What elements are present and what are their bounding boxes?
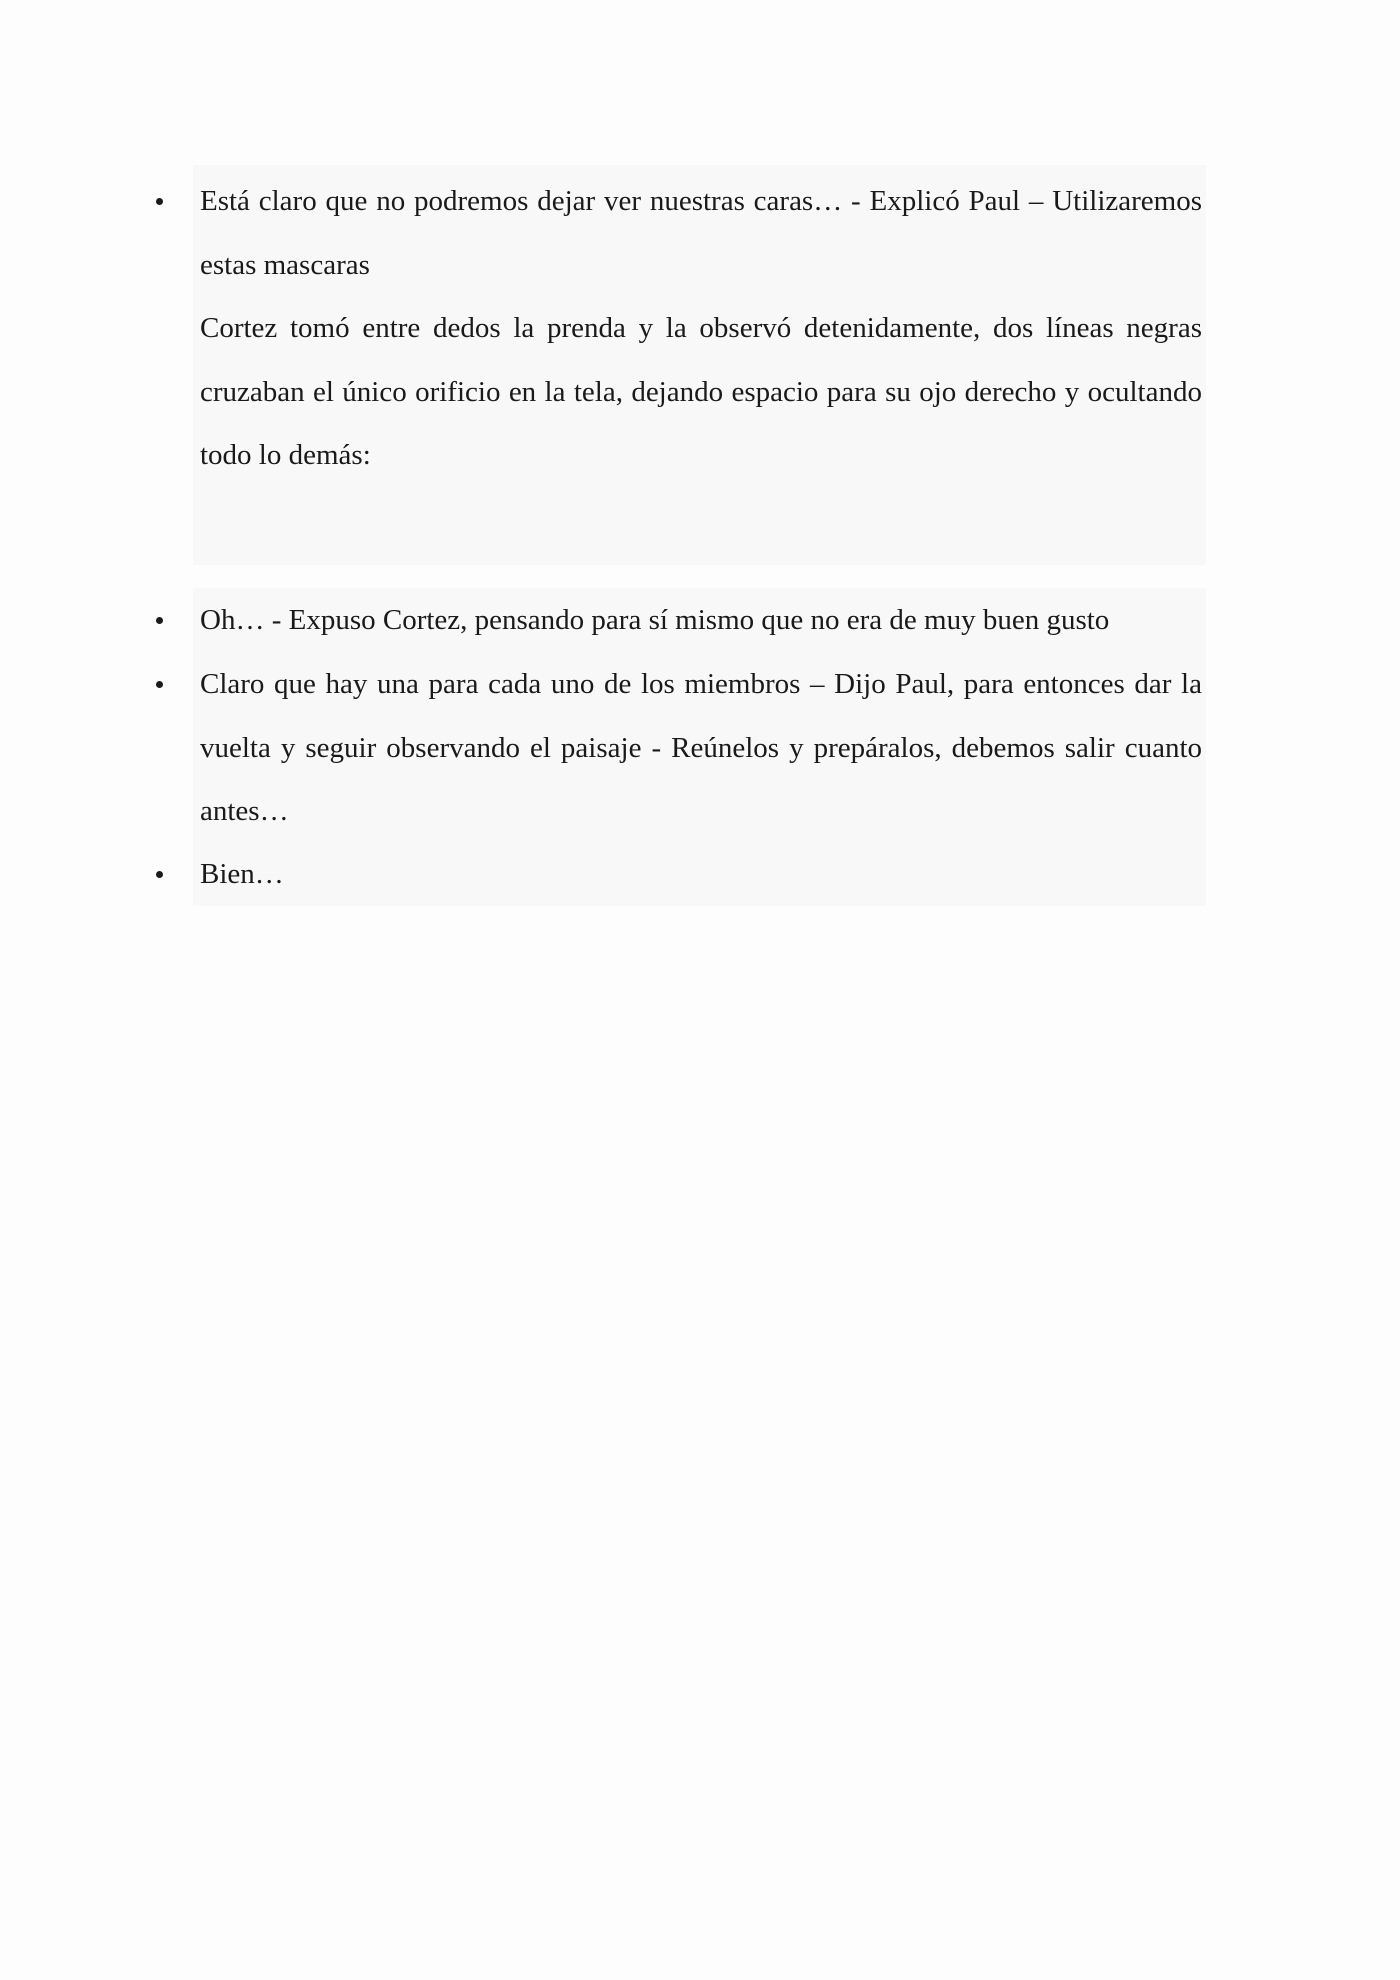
list-item-text: Claro que hay una para cada uno de los miembros – Dijo Paul, para entonces dar la vuelta y seguir observando el paisaje - Reúnelos y prepáralos, debemos salir cuanto antes… bbox=[200, 668, 1202, 827]
bullet-icon bbox=[152, 589, 166, 653]
list-item-text: Está claro que no podremos dejar ver nuestras caras… - Explicó Paul – Utilizaremos estas mascaras bbox=[200, 185, 1202, 281]
bullet-icon bbox=[152, 653, 166, 717]
bullet-icon bbox=[152, 843, 166, 907]
list-item-text: Bien… bbox=[200, 858, 284, 890]
list-item bbox=[200, 170, 1202, 297]
list-item-text: Oh… - Expuso Cortez, pensando para sí mismo que no era de muy buen gusto bbox=[200, 604, 1110, 636]
list-item bbox=[200, 843, 1202, 907]
bullet-icon bbox=[152, 170, 166, 234]
list-item bbox=[200, 589, 1202, 653]
list-item bbox=[200, 653, 1202, 844]
paragraph: Cortez tomó entre dedos la prenda y la observó detenidamente, dos líneas negras cruzaban el único orificio en la tela, dejando espacio para su ojo derecho y ocultando todo lo demás: bbox=[200, 312, 1202, 471]
